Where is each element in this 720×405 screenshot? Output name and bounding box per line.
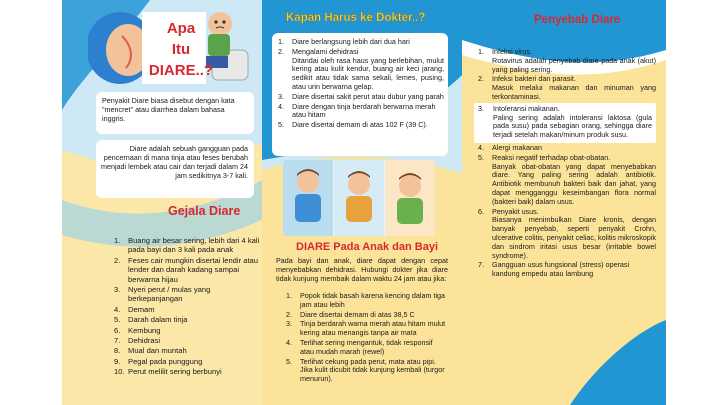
kapan-item-text: Diare dengan tinja berdarah berwarna merah atau hitam — [292, 101, 436, 120]
gejala-list — [114, 236, 264, 378]
penyebab-title: Penyebab Diare — [534, 14, 621, 26]
title-line-1: Apa — [166, 20, 196, 37]
cause-item — [474, 103, 656, 143]
kapan-list — [278, 38, 444, 131]
gejala-item-number: 1. — [114, 236, 121, 245]
kapan-item — [278, 121, 444, 130]
anak-item-number: 3. — [286, 319, 292, 329]
cause-item-number: 5. — [478, 152, 484, 162]
kapan-item-number: 5. — [278, 120, 284, 130]
gejala-item-text: Demam — [128, 304, 155, 314]
cause-item — [478, 144, 656, 153]
kapan-item-number: 2. — [278, 46, 284, 56]
kapan-item-text: Mengalami dehidrasi — [292, 46, 359, 56]
gejala-item-text: Perut melilit sering berbunyi — [128, 367, 222, 377]
cause-item-number: 1. — [478, 47, 484, 56]
anak-item-text: Terlihat sering mengantuk, tidak responsif atau mudah marah (rewel) — [300, 337, 433, 356]
gejala-item — [114, 326, 264, 335]
cause-item-number: 2. — [478, 74, 484, 84]
cause-item-number: 7. — [478, 260, 484, 270]
gejala-item-number: 5. — [114, 315, 121, 325]
cause-item-text: Alergi makanan — [492, 142, 542, 152]
gejala-item — [114, 315, 264, 324]
anak-item-number: 4. — [286, 337, 292, 347]
anak-item — [286, 358, 448, 384]
anak-item-text: Tinja berdarah warna merah atau hitam mulut kering atau menangis tanpa air mata — [300, 319, 446, 338]
title-line-3: DIARE..? — [148, 62, 214, 79]
anak-list — [286, 292, 448, 385]
gejala-item-text: Buang air besar sering, lebih dari 4 kali pada bayi dan 3 kali pada anak — [128, 236, 260, 255]
cause-item-detail: Rotavirus adalah penyebab diare pada anak (akut) yang paling sering. — [492, 55, 656, 74]
anak-item — [286, 311, 448, 320]
gejala-item-number: 7. — [114, 336, 121, 346]
kapan-item-detail: Ditandai oleh rasa haus yang berlebihan, mulut kering atau kulit kendur, buang air keci jarang, sedikit atau tidak sama sekali, lemes, pusing, atau urin berwarna gelap. — [292, 55, 444, 91]
gejala-item-text: Pegal pada punggung — [128, 356, 203, 366]
gejala-item — [114, 285, 264, 304]
cause-item — [478, 75, 656, 101]
anak-item — [286, 320, 448, 338]
causes-list — [478, 48, 656, 280]
cause-item — [478, 154, 656, 207]
cause-item-text: Reaksi negatif terhadap obat-obatan. — [492, 152, 611, 162]
gejala-item-number: 2. — [114, 255, 121, 265]
kapan-item — [278, 93, 444, 102]
gejala-item-number: 4. — [114, 304, 121, 314]
gejala-item-text: Dehidrasi — [128, 336, 161, 346]
anak-item — [286, 292, 448, 310]
gejala-item — [114, 305, 264, 314]
gejala-title: Gejala Diare — [168, 204, 241, 218]
anak-item-text: Popok tidak basah karena kencing dalam tiga jam atau lebih — [300, 291, 446, 309]
anak-item — [286, 339, 448, 357]
kapan-item — [278, 48, 444, 92]
anak-item-number: 5. — [286, 356, 292, 366]
cause-item-text: Intoleransi makanan. — [493, 103, 560, 113]
gejala-item-number: 3. — [114, 285, 121, 295]
cause-item — [478, 208, 656, 261]
kapan-item — [278, 38, 444, 47]
kapan-title: Kapan Harus ke Dokter..? — [286, 12, 426, 24]
kapan-item-number: 4. — [278, 101, 284, 111]
gejala-item-text: Feses cair mungkin disertai lendir atau lender dan darah kadang sampai berwarna hijau — [128, 255, 258, 284]
gejala-item-number: 9. — [114, 356, 121, 366]
gejala-item — [114, 256, 264, 284]
kapan-item-number: 3. — [278, 91, 284, 101]
gejala-item-number: 10. — [114, 367, 125, 377]
kapan-item-text: Diare disertai sakit perut atau dubur yang parah — [292, 91, 444, 101]
gejala-item — [114, 367, 264, 376]
children-photos — [283, 160, 435, 236]
definition-text: Diare adalah sebuah gangguan pada pencernaan di mana tinja atau feses berubah menjadi lembek atau cair dan terjadi dalam 24 jam sedikitnya 3-7 kali. — [100, 144, 248, 180]
kapan-item-text: Diare disertai demam di atas 102 F (39 C). — [292, 120, 428, 130]
anak-item-number: 2. — [286, 309, 292, 319]
cause-item-detail: Biasanya menimbulkan Diare kronis, dengan banyak penyebab, seperti penyakit Crohn, ulcerative colitis, penyakit celiac, kolitis mikroskopik dan sindrom iritasi usus besar (irritable bowel syndrome). — [492, 215, 656, 260]
anak-title: DIARE Pada Anak dan Bayi — [296, 241, 439, 253]
cause-item-number: 4. — [478, 142, 484, 152]
children-photos-art — [283, 160, 435, 236]
gejala-item-number: 8. — [114, 346, 121, 356]
cause-item-number: 3. — [478, 103, 484, 113]
title-line-2: Itu — [171, 41, 191, 58]
cause-item-text: Infeksi bakteri dan parasit. — [492, 74, 576, 84]
cause-item-detail: Banyak obat-obatan yang dapat menyebabkan diare. Yang paling sering adalah antibiotik. Antibiotik membunuh bakteri baik dan jahat, yang dapat mengganggu keseimbangan flora normal (bakteri baik) dalam usus. — [492, 161, 656, 206]
cause-item-detail: Masuk melalui makanan dan minuman yang terkontaminasi. — [492, 83, 656, 101]
gejala-item — [114, 336, 264, 345]
gejala-item-text: Kembung — [128, 325, 161, 335]
gejala-item — [114, 346, 264, 355]
gejala-item-text: Darah dalam tinja — [128, 315, 188, 325]
kapan-item-number: 1. — [278, 37, 284, 46]
cause-item — [478, 261, 656, 279]
gejala-item-number: 6. — [114, 325, 121, 335]
anak-intro: Pada bayi dan anak, diare dapat dengan cepat menyebabkan dehidrasi. Hubungi dokter jika diare tidak kunjung membaik dalam waktu 24 jam atau jika: — [276, 256, 448, 283]
cause-item — [478, 48, 656, 74]
cause-item-detail: Paling sering adalah intoleransi laktosa (gula pada susu) pada sebagian orang, sehingga diare terjadi setelah makan/minum produk susu. — [493, 112, 652, 140]
anak-item-text: Terlihat cekung pada perut, mata atau pipi. Jika kulit dicubit tidak kunjung kembali (turgor menurun). — [300, 356, 445, 384]
cause-item-number: 6. — [478, 206, 484, 216]
gejala-item — [114, 236, 264, 255]
gejala-item-text: Nyeri perut / mulas yang berkepanjangan — [128, 285, 211, 304]
anak-item-number: 1. — [286, 291, 292, 300]
kapan-item — [278, 103, 444, 121]
title-apa-itu-diare — [146, 18, 216, 81]
intro-text: Penyakit Diare biasa disebut dengan kata "mencret" atau diarrhea dalam bahasa inggris. — [102, 96, 235, 123]
anak-item-text: Diare disertai demam di atas 38,5 C — [300, 309, 415, 319]
cause-item-text: Penyakit usus. — [492, 206, 539, 216]
gejala-item-text: Mual dan muntah — [128, 346, 187, 356]
gejala-item — [114, 357, 264, 366]
kapan-item-text: Diare berlangsung lebih dari dua hari — [292, 37, 410, 46]
cause-item-text: Gangguan usus fungsional (stress) operasi kandung empedu atau lambung — [492, 260, 630, 279]
cause-item-text: Infeksi virus. — [492, 47, 532, 56]
